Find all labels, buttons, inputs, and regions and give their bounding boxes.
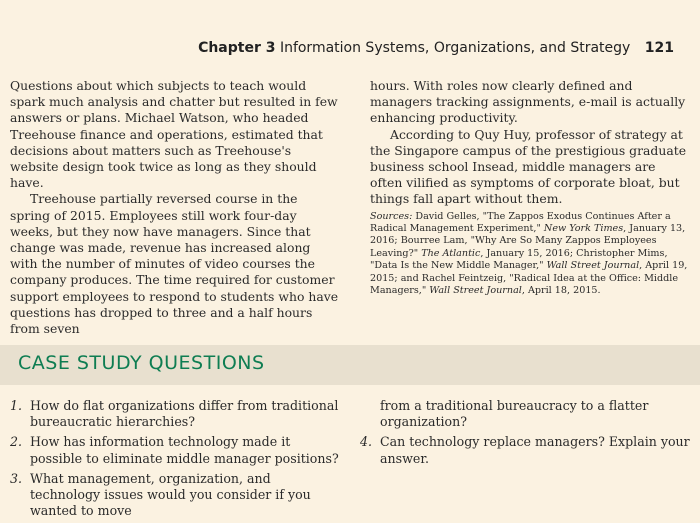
sources-citation [370, 211, 688, 298]
left-column [10, 78, 340, 337]
right-column [370, 78, 688, 297]
question-number: 1. [10, 398, 23, 413]
publication-name: Wall Street Journal [546, 260, 640, 272]
source-text: , January 13, 2016; Bourree Lam, "Why Are So Many Zappos Employees Leaving?" [370, 223, 686, 259]
publication-name: The Atlantic [421, 247, 481, 259]
question-number: 3. [10, 470, 23, 486]
paragraph: According to Quy Huy, professor of strategy at the Singapore campus of the prestigious graduate business school Insead, middle managers are often vilified as symptoms of corporate bloat, but things fall apart without them. [370, 126, 687, 207]
paragraph: Questions about which subjects to teach would spark much analysis and chatter but resulted in few answers or plans. Michael Watson, who headed Treehouse finance and operations, estimated that decisions about matters such as Treehouse's website design took twice as long as they should have. [10, 78, 338, 191]
question-number: 2. [10, 434, 23, 450]
sources-label: Sources: [370, 210, 413, 222]
question-item [10, 471, 342, 520]
questions-left-column [10, 398, 342, 523]
source-text: , January 15, 2016; Christopher Mims, "Data Is the New Middle Manager," [370, 247, 668, 272]
source-text: , April 18, 2015. [521, 285, 601, 297]
question-text: What management, organization, and technology issues would you consider if you wanted to move [30, 470, 311, 519]
page-number: 121 [644, 40, 674, 56]
question-text: Can technology replace managers? Explain your answer. [380, 434, 690, 466]
question-text: How do flat organizations differ from traditional bureaucratic hierarchies? [30, 398, 339, 430]
running-header [198, 40, 674, 56]
source-text: , April 19, 2015; and Rachel Feintzeig, "Radical Idea at the Office: Middle Managers," [370, 260, 688, 297]
question-item [10, 398, 342, 430]
question-text: How has information technology made it possible to eliminate middle manager positions? [30, 434, 339, 466]
publication-name: Wall Street Journal [429, 285, 522, 297]
source-text: David Gelles, "The Zappos Exodus Continues After a Radical Management Experiment," [370, 210, 671, 235]
question-number: 4. [360, 434, 373, 450]
question-item [360, 434, 690, 466]
chapter-title: Information Systems, Organizations, and Strategy [279, 40, 631, 56]
chapter-label: Chapter 3 [198, 40, 276, 56]
publication-name: New York Times [543, 223, 624, 235]
paragraph: Treehouse partially reversed course in the spring of 2015. Employees still work four-day weeks, but they now have managers. Since that change was made, revenue has increased along with the number of minutes of video courses the company produces. The time required for customer support employees to respond to students who have questions has dropped to three and a half hours from seven [10, 191, 339, 337]
question-item [10, 434, 342, 466]
paragraph: hours. With roles now clearly defined and managers tracking assignments, e-mail is actually enhancing productivity. [370, 78, 686, 126]
questions-right-column [360, 398, 690, 471]
case-study-title: CASE STUDY QUESTIONS [18, 352, 265, 374]
question-continuation: from a traditional bureaucracy to a flatter organization? [380, 398, 649, 430]
